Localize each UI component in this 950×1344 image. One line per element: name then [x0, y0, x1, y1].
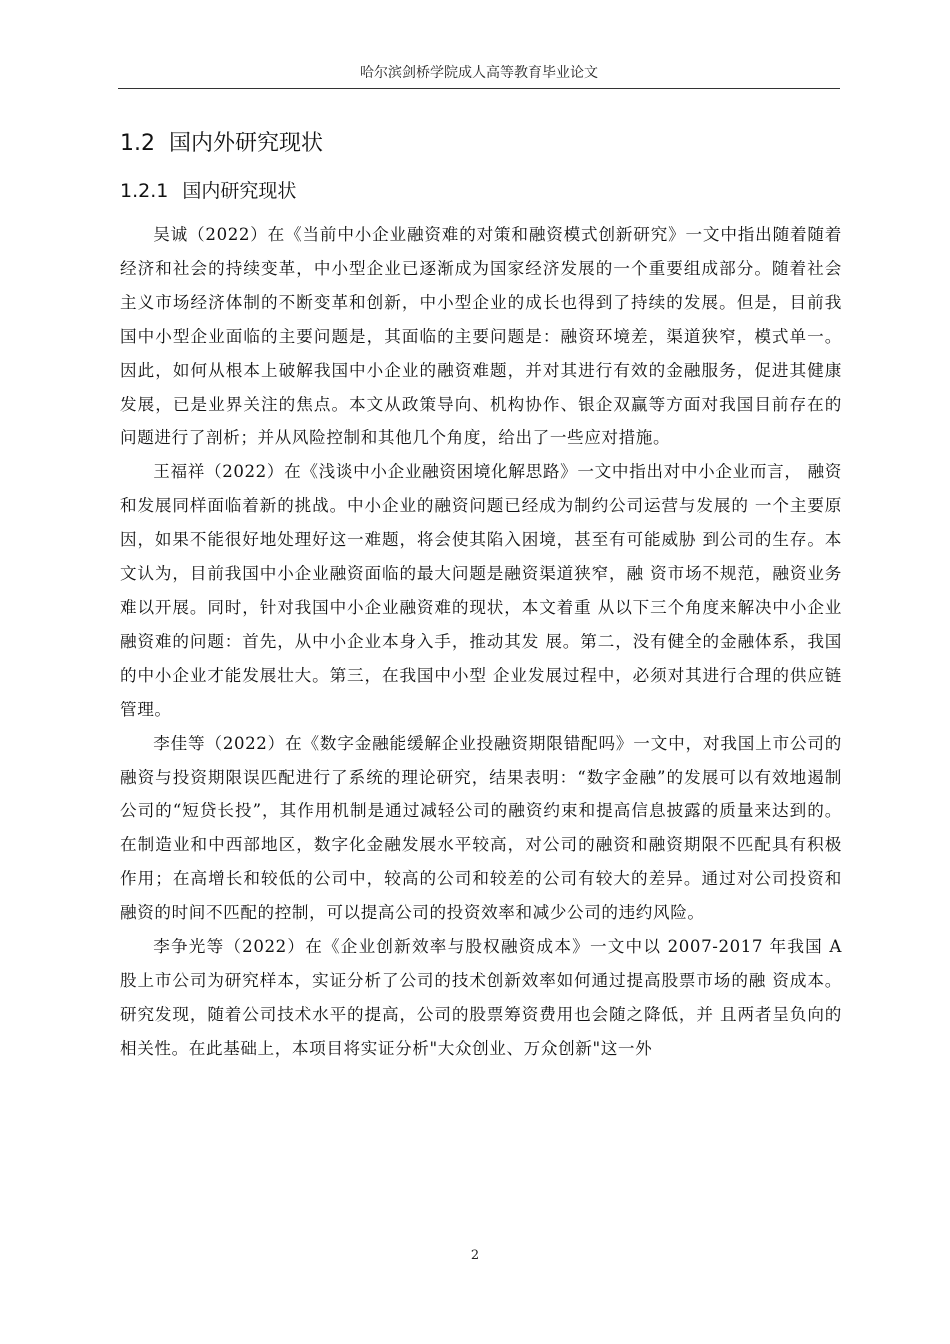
paragraph-wang-fuxiang: 王福祥（2022）在《浅谈中小企业融资困境化解思路》一文中指出对中小企业而言， 融资和发展同样面临着新的挑战。中小企业的融资问题已经成为制约公司运营与发展的 一个主要原因，如果不能很好地处理好这一难题，将会使其陷入困境，甚至有可能威胁 到公司的生存。本文认为，目前我国中小企业融资面临的最大问题是融资渠道狭窄，融 资市场不规范，融资业务难以开展。同时，针对我国中小企业融资难的现状，本文着重 从以下三个角度来解决中小企业融资难的问题：首先，从中小企业本身入手，推动其发 展。第二，没有健全的金融体系，我国的中小企业才能发展壮大。第三，在我国中小型 企业发展过程中，必须对其进行合理的供应链管理。	[120, 462, 842, 719]
subsection-number: 1.2.1	[120, 180, 169, 202]
section-number: 1.2	[120, 131, 155, 156]
paragraph-wu-cheng: 吴诚（2022）在《当前中小企业融资难的对策和融资模式创新研究》一文中指出随着随着经济和社会的持续变革，中小型企业已逐渐成为国家经济发展的一个重要组成部分。随着社会主义市场经济体制的不断变革和创新，中小型企业的成长也得到了持续的发展。但是，目前我国中小型企业面临的主要问题是，其面临的主要问题是：融资环境差，渠道狭窄，模式单一。因此，如何从根本上破解我国中小企业的融资难题，并对其进行有效的金融服务，促进其健康发展，已是业界关注的焦点。本文从政策导向、机构协作、银企双赢等方面对我国目前存在的问题进行了剖析；并从风险控制和其他几个角度，给出了一些应对措施。	[120, 225, 842, 448]
section-title: 国内外研究现状	[169, 131, 324, 156]
paragraph-li-zhengguang: 李争光等（2022）在《企业创新效率与股权融资成本》一文中以 2007-2017 年我国 A 股上市公司为研究样本，实证分析了公司的技术创新效率如何通过提高股票市场的融 资成本。研究发现，随着公司技术水平的提高，公司的股票筹资费用也会随之降低，并 且两者呈负向的相关性。在此基础上，本项目将实证分析"大众创业、万众创新"这一外	[120, 937, 842, 1058]
body-text	[120, 218, 842, 1066]
page-number: 2	[470, 1248, 480, 1263]
header-divider	[118, 88, 840, 89]
paragraph-li-jia: 李佳等（2022）在《数字金融能缓解企业投融资期限错配吗》一文中，对我国上市公司的融资与投资期限误匹配进行了系统的理论研究，结果表明：“数字金融”的发展可以有效地遏制公司的“短贷长投”，其作用机制是通过减轻公司的融资约束和提高信息披露的质量来达到的。在制造业和中西部地区，数字化金融发展水平较高，对公司的融资和融资期限不匹配具有积极作用；在高增长和较低的公司中，较高的公司和较差的公司有较大的差异。通过对公司投资和融资的时间不匹配的控制，可以提高公司的投资效率和减少公司的违约风险。	[120, 733, 842, 923]
section-heading	[120, 126, 323, 157]
running-header: 哈尔滨剑桥学院成人高等教育毕业论文	[360, 65, 598, 81]
subsection-heading	[120, 176, 296, 203]
subsection-title: 国内研究现状	[182, 180, 297, 202]
